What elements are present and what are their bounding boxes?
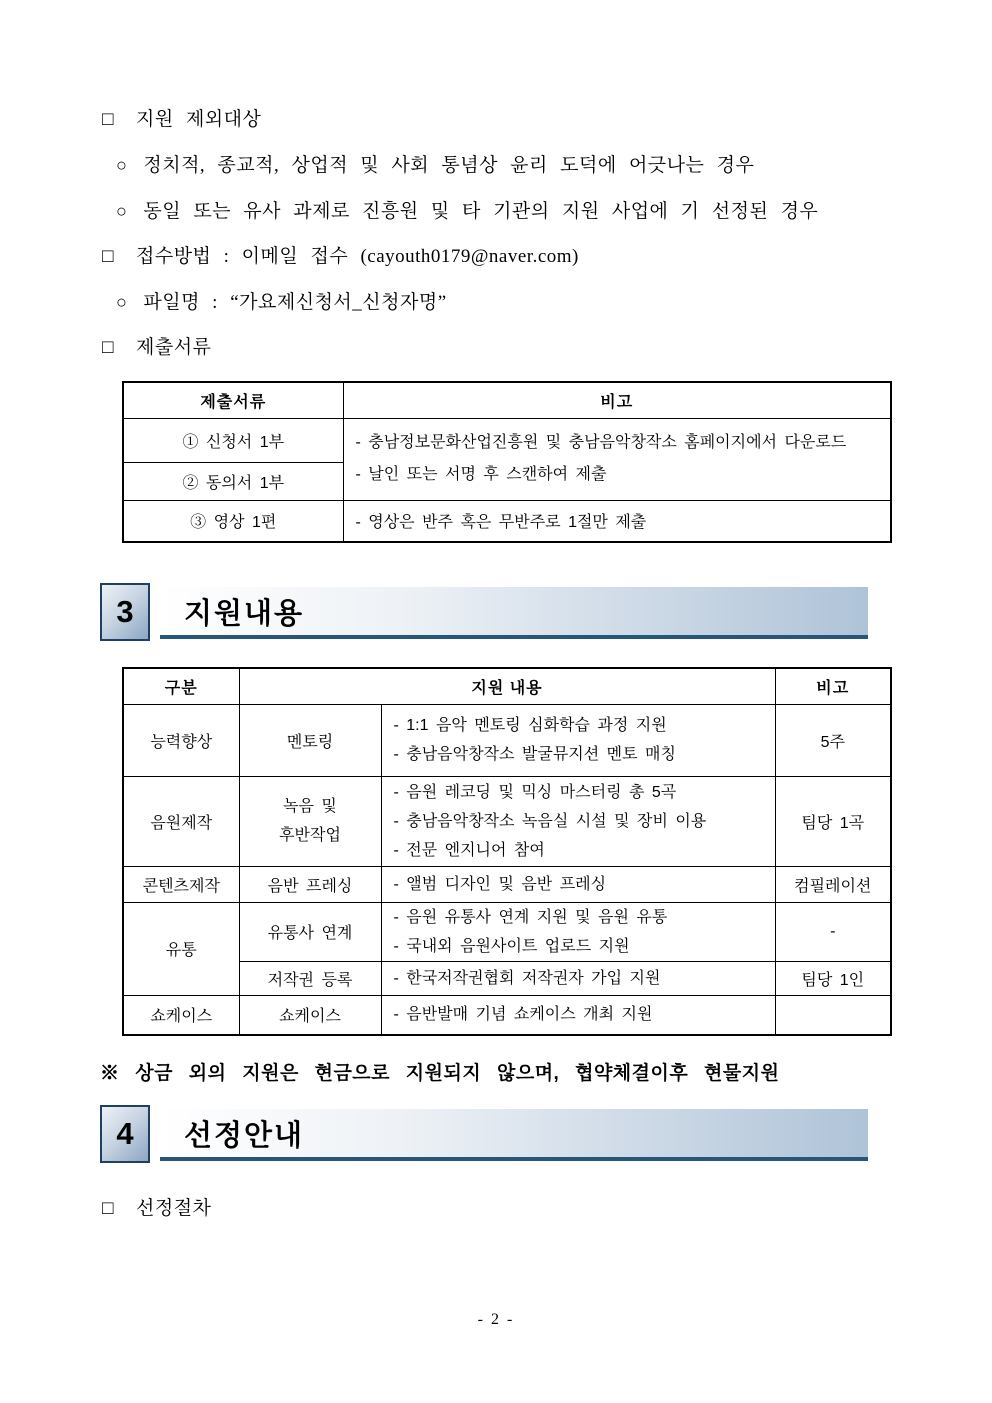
section-number-badge: 4 — [100, 1105, 150, 1163]
bullet-file-name — [100, 290, 892, 315]
doc-cell: ② 동의서 1부 — [123, 462, 343, 500]
note-cell: 5주 — [775, 704, 891, 776]
bullet-list — [100, 108, 892, 360]
page-number: - 2 - — [477, 1311, 515, 1328]
table-row-copyright — [123, 961, 891, 995]
circle-bullet-icon: ○ — [116, 155, 128, 175]
circle-bullet-icon: ○ — [116, 201, 128, 221]
category-cell: 쇼케이스 — [123, 995, 239, 1035]
table-row — [123, 500, 891, 542]
bullet-exclusion-item-2 — [100, 199, 892, 224]
bullet-text: 동일 또는 유사 과제로 진흥원 및 타 기관의 지원 사업에 기 선정된 경우 — [143, 201, 819, 222]
table-row-mentoring — [123, 704, 891, 776]
note-cell: - — [775, 902, 891, 961]
table-row — [123, 418, 891, 462]
square-bullet-icon: □ — [102, 109, 114, 130]
bullet-text: 지원 제외대상 — [135, 109, 262, 130]
bullet-exclusion-title — [100, 108, 892, 132]
section-title-bar — [160, 1109, 868, 1161]
content-line: - 국내외 음원사이트 업로드 지원 — [393, 937, 630, 955]
note-cell: - 영상은 반주 혹은 무반주로 1절만 제출 — [343, 500, 891, 542]
content-cell — [381, 995, 775, 1035]
bullet-exclusion-item-1 — [100, 153, 892, 178]
table-row-pressing — [123, 866, 891, 902]
category-cell: 능력향상 — [123, 704, 239, 776]
square-bullet-icon: □ — [102, 337, 114, 358]
merged-note-cell — [343, 418, 891, 500]
bullet-text: 제출서류 — [135, 337, 212, 358]
section-title: 지원내용 — [184, 597, 305, 630]
content-cell — [381, 776, 775, 866]
bullet-apply-method — [100, 245, 892, 269]
col-header-docs: 제출서류 — [123, 382, 343, 418]
content-line: - 충남음악창작소 녹음실 시설 및 장비 이용 — [393, 812, 707, 830]
content-cell — [381, 961, 775, 995]
note-line: - 충남정보문화산업진흥원 및 충남음악창작소 홈페이지에서 다운로드 — [355, 434, 847, 451]
subcategory-line: 녹음 및 — [283, 798, 337, 815]
col-header-content: 지원 내용 — [239, 668, 775, 704]
subcategory-cell: 음반 프레싱 — [239, 866, 381, 902]
subcategory-cell: 쇼케이스 — [239, 995, 381, 1035]
table-row-recording — [123, 776, 891, 866]
section-number-badge: 3 — [100, 583, 150, 641]
bullet-text: 선정절차 — [135, 1198, 212, 1219]
subcategory-cell: 유통사 연계 — [239, 902, 381, 961]
subcategory-cell: 저작권 등록 — [239, 961, 381, 995]
bullet-text: 접수방법 : 이메일 접수 (cayouth0179@naver.com) — [135, 246, 579, 267]
content-cell — [381, 866, 775, 902]
subcategory-cell — [239, 776, 381, 866]
square-bullet-icon: □ — [102, 1198, 114, 1219]
circle-bullet-icon: ○ — [116, 292, 128, 312]
section-header-4 — [100, 1105, 868, 1167]
content-line: - 충남음악창작소 발굴뮤지션 멘토 매칭 — [393, 746, 676, 763]
content-cell — [381, 704, 775, 776]
doc-cell: ③ 영상 1편 — [123, 500, 343, 542]
content-cell — [381, 902, 775, 961]
section-header-3 — [100, 583, 868, 645]
doc-cell: ① 신청서 1부 — [123, 418, 343, 462]
note-cell — [775, 995, 891, 1035]
square-bullet-icon: □ — [102, 246, 114, 267]
col-header-category: 구분 — [123, 668, 239, 704]
content-line: - 앨범 디자인 및 음반 프레싱 — [393, 875, 607, 893]
submission-docs-table — [122, 381, 892, 543]
table-row-distribution — [123, 902, 891, 961]
support-contents-table — [122, 667, 892, 1036]
col-header-note: 비고 — [775, 668, 891, 704]
subcategory-cell: 멘토링 — [239, 704, 381, 776]
cash-support-footnote: ※ 상금 외의 지원은 현금으로 지원되지 않으며, 협약체결이후 현물지원 — [100, 1063, 780, 1084]
table-row-showcase — [123, 995, 891, 1035]
section-title-bar — [160, 587, 868, 639]
note-cell: 팀당 1곡 — [775, 776, 891, 866]
bullet-text: 정치적, 종교적, 상업적 및 사회 통념상 윤리 도덕에 어긋나는 경우 — [143, 155, 755, 176]
content-line: - 한국저작권협회 저작권자 가입 지원 — [393, 969, 661, 987]
col-header-note: 비고 — [343, 382, 891, 418]
content-line: - 음반발매 기념 쇼케이스 개최 지원 — [393, 1006, 653, 1024]
content-line: - 음원 레코딩 및 믹싱 마스터링 총 5곡 — [393, 783, 677, 801]
section-title: 선정안내 — [184, 1119, 305, 1152]
subcategory-line: 후반작업 — [279, 827, 341, 844]
content-line: - 전문 엔지니어 참여 — [393, 841, 545, 859]
category-cell: 음원제작 — [123, 776, 239, 866]
content-line: - 1:1 음악 멘토링 심화학습 과정 지원 — [393, 717, 667, 734]
table-header-row — [123, 668, 891, 704]
bullet-text: 파일명 : “가요제신청서_신청자명” — [143, 292, 447, 313]
bullet-submission-docs — [100, 336, 892, 360]
table-header-row — [123, 382, 891, 418]
note-cell: 컴필레이션 — [775, 866, 891, 902]
note-cell: 팀당 1인 — [775, 961, 891, 995]
bullet-selection-procedure — [100, 1197, 892, 1221]
content-line: - 음원 유통사 연계 지원 및 음원 유통 — [393, 908, 668, 926]
category-cell: 유통 — [123, 902, 239, 995]
category-cell: 콘텐츠제작 — [123, 866, 239, 902]
note-line: - 날인 또는 서명 후 스캔하여 제출 — [355, 466, 607, 483]
